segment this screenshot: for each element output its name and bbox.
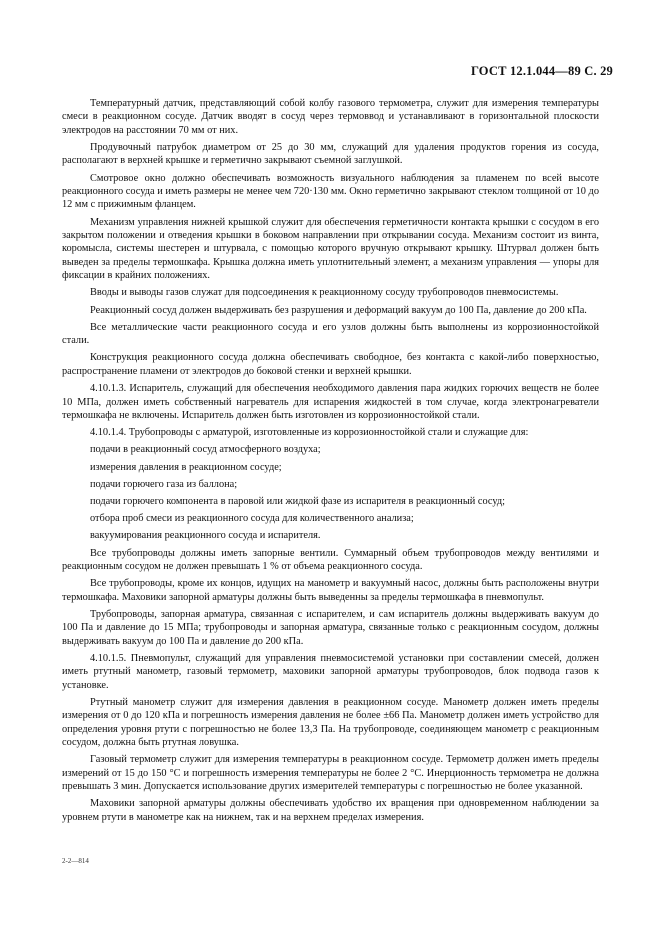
list-item: подачи горючего компонента в паровой или жидкой фазе из испарителя в реакционный сосуд; <box>90 495 506 507</box>
paragraph-lid-mechanism: Механизм управления нижней крышкой служит для обеспечения герметичности контакта крышки с сосудом в его закрытом положении и отведения крышки в боковом направлении при открывании сосуда. Механизм состоит из винта, коромысла, системы шестерен и штурвала, с помощью которого вручную открывают крышку. Штурвал должен быть выведен за пределы термошкафа. Крышка должна иметь уплотнительный элемент, а механизм управления — упоры для фиксации в крайних положениях. <box>62 216 599 282</box>
paragraph-metal-parts: Все металлические части реакционного сосуда и его узлов должны быть выполнены из коррозионностойкой стали. <box>62 321 599 347</box>
paragraph-4-10-1-3: 4.10.1.3. Испаритель, служащий для обеспечения необходимого давления пара жидких горючих веществ не более 10 МПа, должен иметь собственный нагреватель для испарения жидкостей в том случае, когда электронагреватели термошкафа не включены. Испаритель должен быть изготовлен из коррозионностойкой стали. <box>62 383 599 421</box>
list-item: отбора проб смеси из реакционного сосуда для количественного анализа; <box>90 513 414 525</box>
paragraph-valve-handwheels: Маховики запорной арматуры должны обеспечивать удобство их вращения при одновременном наблюдении за уровнем ртути в манометре как на нижнем, так и на верхнем пределах измерения. <box>62 798 599 823</box>
list-item: вакуумирования реакционного сосуда и испарителя. <box>90 530 321 542</box>
paragraph-gas-thermometer: Газовый термометр служит для измерения температуры в реакционном сосуде. Термометр должен иметь пределы измерений от 15 до 150 °С и погрешность измерения температуры не более 2 °С. Инерционность термометра не должна превышать 3 мин. Допускается использование других измерителей температуры с погрешностью не более указанной. <box>62 754 599 793</box>
paragraph-mercury-manometer: Ртутный манометр служит для измерения давления в реакционном сосуде. Манометр должен иметь пределы измерения от 0 до 120 кПа и погрешность измерения давления не более ±66 Па. Манометр должен иметь устройство для определения уровня ртути с погрешностью не более 13,3 Па. На трубопроводе, соединяющем манометр с реакционным сосудом, должна быть ртутная ловушка. <box>62 696 599 748</box>
paragraph-vessel-construction: Конструкция реакционного сосуда должна обеспечивать свободное, без контакта с какой-либо поверхностью, распространение пламени от электродов до боковой стенки и верхней крышки. <box>62 352 599 377</box>
paragraph-pipe-pressure: Трубопроводы, запорная арматура, связанная с испарителем, и сам испаритель должны выдерживать вакуум до 100 Па и давление до 15 МПа; трубопроводы и запорная арматура, связанные только с реакционным сосудом, должны выдерживать вакуум до 100 Па и давление до 200 кПа. <box>62 608 599 647</box>
list-item: подачи в реакционный сосуд атмосферного воздуха; <box>90 444 321 456</box>
paragraph-purge-pipe: Продувочный патрубок диаметром от 25 до 30 мм, служащий для удаления продуктов горения из сосуда, располагают в верхней крышке и герметично закрывают съемной заглушкой. <box>62 142 599 167</box>
list-item: подачи горючего газа из баллона; <box>90 478 238 490</box>
paragraph-valves: Все трубопроводы должны иметь запорные вентили. Суммарный объем трубопроводов между вентилями и реакционным сосудом не должен превышать 1 % от объема реакционного сосуда. <box>62 547 599 572</box>
paragraph-vessel-pressure: Реакционный сосуд должен выдерживать без разрушения и деформаций вакуум до 100 Па, давление до 200 кПа. <box>90 304 587 316</box>
list-item: измерения давления в реакционном сосуде; <box>90 461 282 473</box>
running-title: ГОСТ 12.1.044—89 С. 29 <box>470 64 613 78</box>
paragraph-pipe-placement: Все трубопроводы, кроме их концов, идущих на манометр и вакуумный насос, должны быть расположены внутри термошкафа. Маховики запорной арматуры должны быть выведенны за пределы термошкафа в пневмопульт. <box>62 578 599 603</box>
paragraph-4-10-1-5: 4.10.1.5. Пневмопульт, служащий для управления пневмосистемой установки при составлении смесей, должен иметь ртутный манометр, газовый термометр, маховики запорной арматуры трубопроводов, блок подвода газов к установке. <box>62 652 599 691</box>
document-body <box>62 97 599 828</box>
print-mark: 2-2—814 <box>62 857 89 865</box>
paragraph-4-10-1-4: 4.10.1.4. Трубопроводы с арматурой, изготовленные из коррозионностойкой стали и служащие для: <box>90 427 529 439</box>
paragraph-temperature-sensor: Температурный датчик, представляющий собой колбу газового термометра, служит для измерения температуры смеси в реакционном сосуде. Датчик вводят в сосуд через термоввод и устанавливают в горизонтальной плоскости электродов на расстоянии 70 мм от них. <box>62 98 599 136</box>
paragraph-gas-inlets: Вводы и выводы газов служат для подсоединения к реакционному сосуду трубопроводов пневмосистемы. <box>90 287 559 299</box>
paragraph-viewing-window: Смотровое окно должно обеспечивать возможность визуального наблюдения за пламенем по всей высоте реакционного сосуда и иметь размеры не менее чем 720·130 мм. Окно герметично закрывают стеклом толщиной от 10 до 12 мм с прижимным фланцем. <box>62 172 599 211</box>
